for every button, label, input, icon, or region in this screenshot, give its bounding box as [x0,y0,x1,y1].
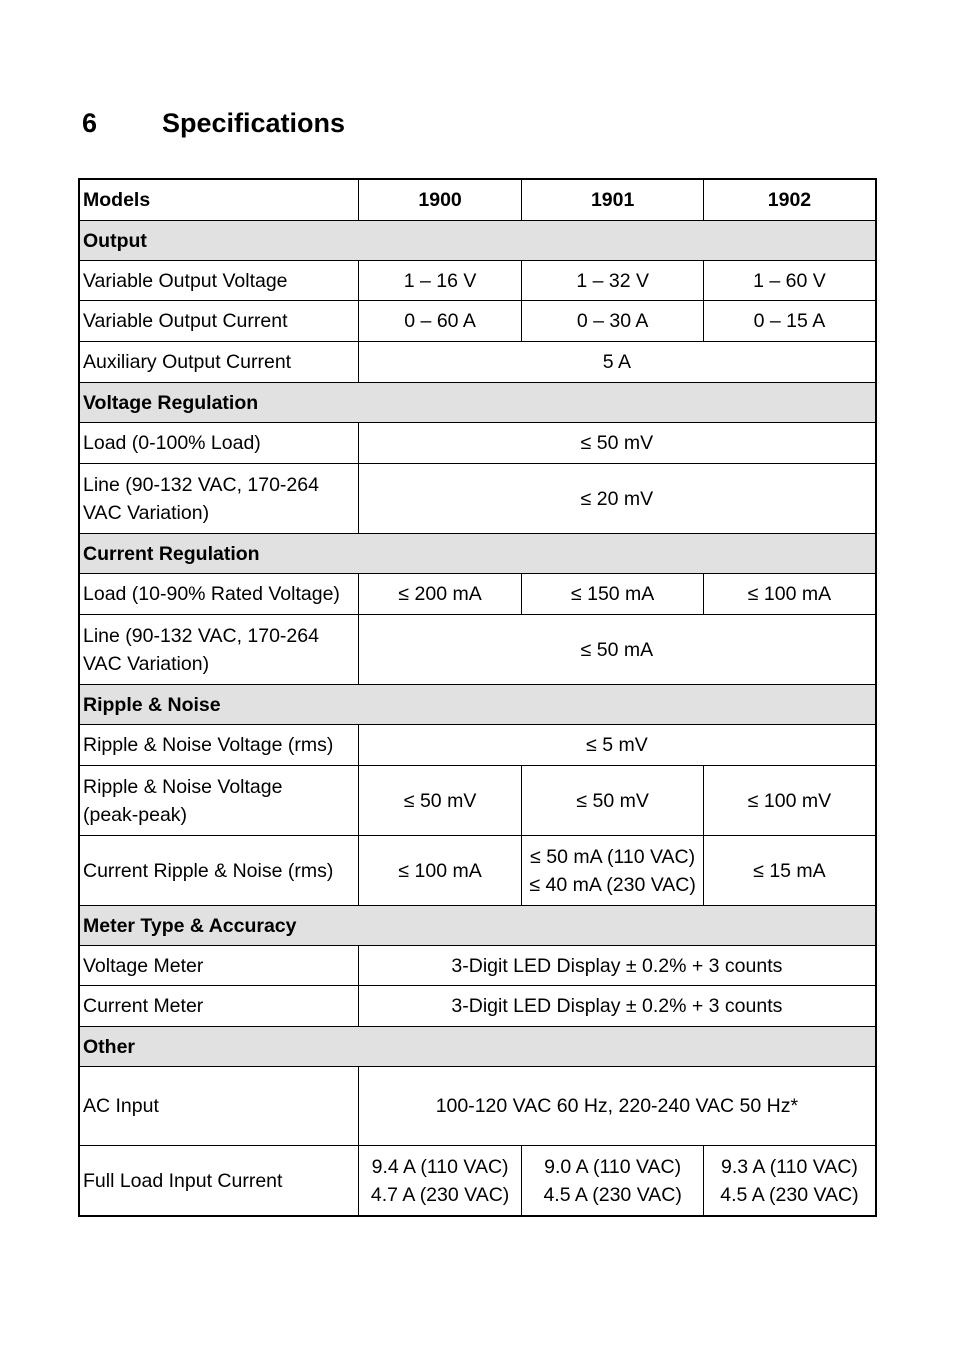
row-label [79,615,358,685]
cell-1901: ≤ 50 mV [522,766,704,836]
cell-1901 [522,836,704,906]
section-row-voltage-regulation [79,383,876,423]
cell-1901: ≤ 150 mA [522,574,704,615]
models-header: Models [79,179,358,221]
table-row [79,464,876,534]
row-label-line-2: VAC Variation) [83,652,210,675]
cell-1901: 0 – 30 A [522,301,704,342]
cell-all-models: ≤ 5 mV [358,725,876,766]
cell-line-2: ≤ 40 mA (230 VAC) [529,873,696,896]
cell-all-models: 3-Digit LED Display ± 0.2% + 3 counts [358,946,876,986]
cell-line-1: 9.4 A (110 VAC) [371,1155,509,1178]
section-title-voltage-regulation: Voltage Regulation [79,383,876,423]
row-label-line-1: Line (90-132 VAC, 170-264 [83,624,319,647]
section-title-ripple-noise: Ripple & Noise [79,685,876,725]
section-title-meter: Meter Type & Accuracy [79,906,876,946]
section-row-other [79,1027,876,1067]
row-label [79,766,358,836]
table-row [79,725,876,766]
cell-1902: 0 – 15 A [703,301,876,342]
cell-1902: ≤ 15 mA [703,836,876,906]
cell-line-1: ≤ 50 mA (110 VAC) [530,845,696,868]
table-row [79,946,876,986]
cell-1902: 1 – 60 V [703,261,876,301]
row-label: Current Ripple & Noise (rms) [79,836,358,906]
header-row [79,179,876,221]
table-row [79,261,876,301]
section-title: Specifications [162,108,346,138]
section-number: 6 [82,108,98,138]
cell-all-models: 3-Digit LED Display ± 0.2% + 3 counts [358,986,876,1027]
cell-1902: ≤ 100 mA [703,574,876,615]
cell-1900: 1 – 16 V [358,261,522,301]
table-row [79,423,876,464]
row-label: Variable Output Voltage [79,261,358,301]
table-row [79,986,876,1027]
section-row-output [79,221,876,261]
cell-1900: 0 – 60 A [358,301,522,342]
table-row [79,615,876,685]
row-label-line-1: Ripple & Noise Voltage [83,775,283,798]
row-label: Variable Output Current [79,301,358,342]
cell-1901 [522,1146,704,1217]
model-1900-header: 1900 [358,179,522,221]
cell-line-2: 4.5 A (230 VAC) [720,1183,859,1206]
table-row [79,301,876,342]
row-label: Auxiliary Output Current [79,342,358,383]
table-row [79,836,876,906]
row-label: AC Input [79,1067,358,1146]
cell-line-2: 4.7 A (230 VAC) [370,1183,510,1206]
section-title-output: Output [79,221,876,261]
cell-1901: 1 – 32 V [522,261,704,301]
section-row-ripple-noise [79,685,876,725]
table-row [79,574,876,615]
cell-all-models: 100-120 VAC 60 Hz, 220-240 VAC 50 Hz* [358,1067,876,1146]
table-row [79,1146,876,1217]
model-1902-header: 1902 [703,179,876,221]
table-row [79,342,876,383]
row-label-line-1: Line (90-132 VAC, 170-264 [83,473,319,496]
row-label-line-2: (peak-peak) [83,803,188,826]
section-heading [82,108,345,139]
row-label [79,464,358,534]
row-label: Current Meter [79,986,358,1027]
specifications-table [78,178,877,1217]
row-label: Full Load Input Current [79,1146,358,1217]
cell-all-models: ≤ 50 mA [358,615,876,685]
row-label: Load (0-100% Load) [79,423,358,464]
section-row-meter [79,906,876,946]
cell-1900 [358,1146,522,1217]
table-row [79,766,876,836]
cell-1900: ≤ 50 mV [358,766,522,836]
section-row-current-regulation [79,534,876,574]
row-label-line-2: VAC Variation) [83,501,210,524]
model-1901-header: 1901 [522,179,704,221]
row-label: Load (10-90% Rated Voltage) [79,574,358,615]
cell-line-2: 4.5 A (230 VAC) [543,1183,682,1206]
cell-1902: ≤ 100 mV [703,766,876,836]
cell-all-models: ≤ 50 mV [358,423,876,464]
cell-1900: ≤ 100 mA [358,836,522,906]
cell-1900: ≤ 200 mA [358,574,522,615]
cell-1902 [703,1146,876,1217]
table-row [79,1067,876,1146]
cell-all-models: 5 A [358,342,876,383]
row-label: Ripple & Noise Voltage (rms) [79,725,358,766]
section-title-other: Other [79,1027,876,1067]
cell-line-1: 9.0 A (110 VAC) [544,1155,682,1178]
cell-line-1: 9.3 A (110 VAC) [720,1155,858,1178]
cell-all-models: ≤ 20 mV [358,464,876,534]
row-label: Voltage Meter [79,946,358,986]
section-title-current-regulation: Current Regulation [79,534,876,574]
